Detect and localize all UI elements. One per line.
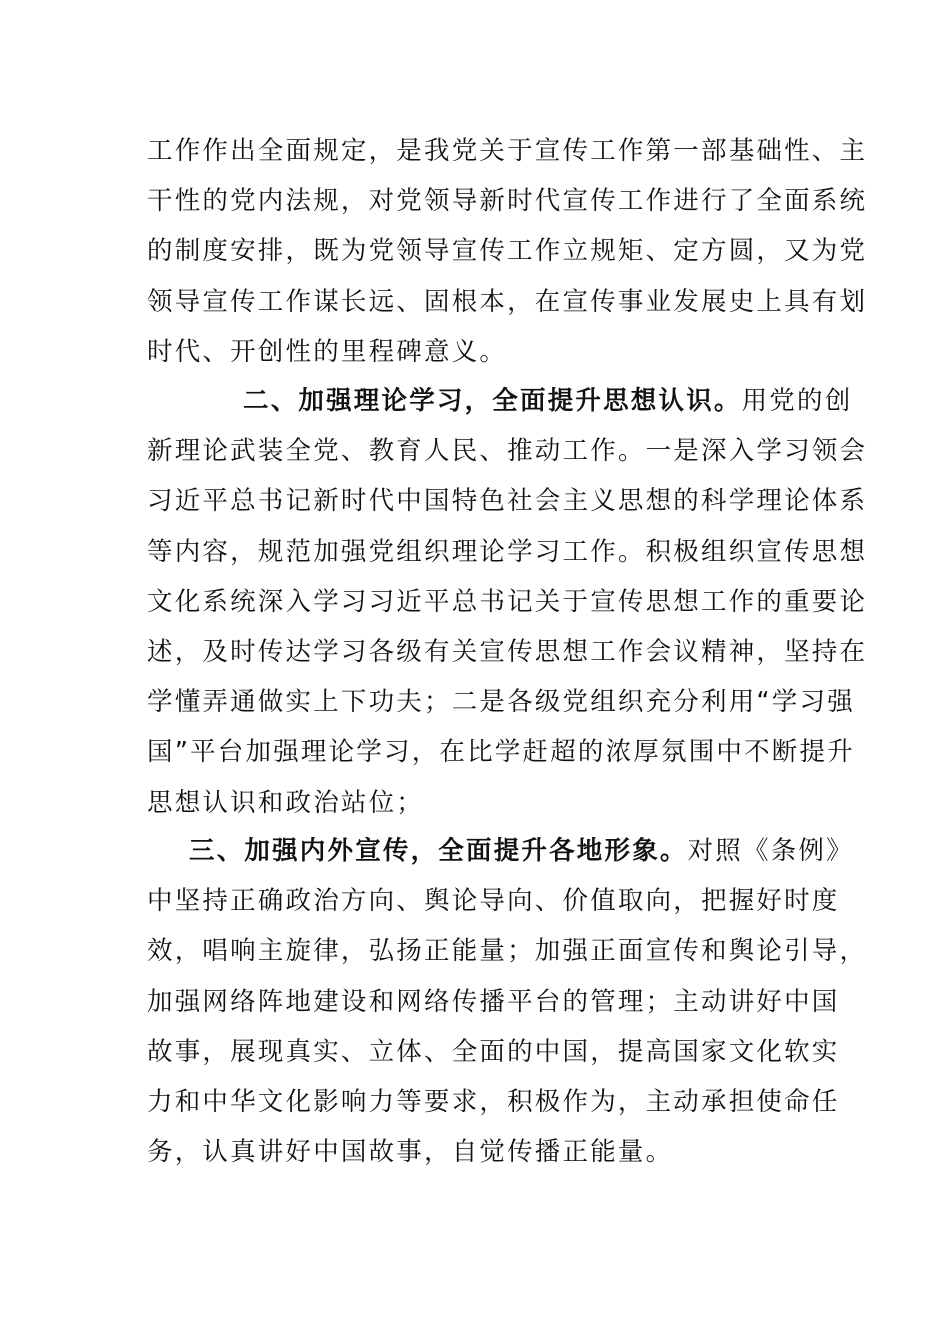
text-line: 中坚持正确政治方向、舆论导向、价值取向，把握好时度 xyxy=(147,886,840,917)
text-line: 习近平总书记新时代中国特色社会主义思想的科学理论体系 xyxy=(147,486,868,517)
text-line: 文化系统深入学习习近平总书记关于宣传思想工作的重要论 xyxy=(147,586,868,617)
text-line: 效，唱响主旋律，弘扬正能量；加强正面宣传和舆论引导， xyxy=(147,936,868,967)
paragraph-first-line xyxy=(147,826,854,876)
section-heading: 二、加强理论学习，全面提升思想认识。 xyxy=(243,386,742,416)
section-heading: 三、加强内外宣传，全面提升各地形象。 xyxy=(189,836,688,866)
text-line: 工作作出全面规定，是我党关于宣传工作第一部基础性、主 xyxy=(147,136,868,166)
text-line: 学懂弄通做实上下功夫；二是各级党组织充分利用“学习强 xyxy=(147,687,855,718)
paragraph-publicity xyxy=(147,826,868,1177)
text-line: 新理论武装全党、教育人民、推动工作。一是深入学习领会 xyxy=(147,436,868,467)
text-line: 国”平台加强理论学习，在比学赶超的浓厚氛围中不断提升 xyxy=(147,737,855,768)
heading-continuation: 用党的创 xyxy=(741,386,853,416)
text-line: 加强网络阵地建设和网络传播平台的管理；主动讲好中国 xyxy=(147,986,840,1017)
text-line: 述，及时传达学习各级有关宣传思想工作会议精神，坚持在 xyxy=(147,636,868,667)
text-line: 时代、开创性的里程碑意义。 xyxy=(147,336,508,367)
text-line: 故事，展现真实、立体、全面的中国，提高国家文化软实 xyxy=(147,1036,840,1067)
heading-continuation: 对照《条例》 xyxy=(687,836,854,866)
paragraph-theory-study xyxy=(147,376,868,828)
text-line: 务，认真讲好中国故事，自觉传播正能量。 xyxy=(147,1137,674,1168)
text-line: 领导宣传工作谋长远、固根本，在宣传事业发展史上具有划 xyxy=(147,286,868,317)
paragraph-regulation-significance xyxy=(147,126,868,377)
text-line: 的制度安排，既为党领导宣传工作立规矩、定方圆，又为党 xyxy=(147,236,868,267)
text-line: 等内容，规范加强党组织理论学习工作。积极组织宣传思想 xyxy=(147,536,868,567)
text-line: 力和中华文化影响力等要求，积极作为，主动承担使命任 xyxy=(147,1086,840,1117)
text-line: 干性的党内法规，对党领导新时代宣传工作进行了全面系统 xyxy=(147,186,868,217)
paragraph-first-line xyxy=(147,376,853,426)
text-line: 思想认识和政治站位； xyxy=(147,787,425,818)
